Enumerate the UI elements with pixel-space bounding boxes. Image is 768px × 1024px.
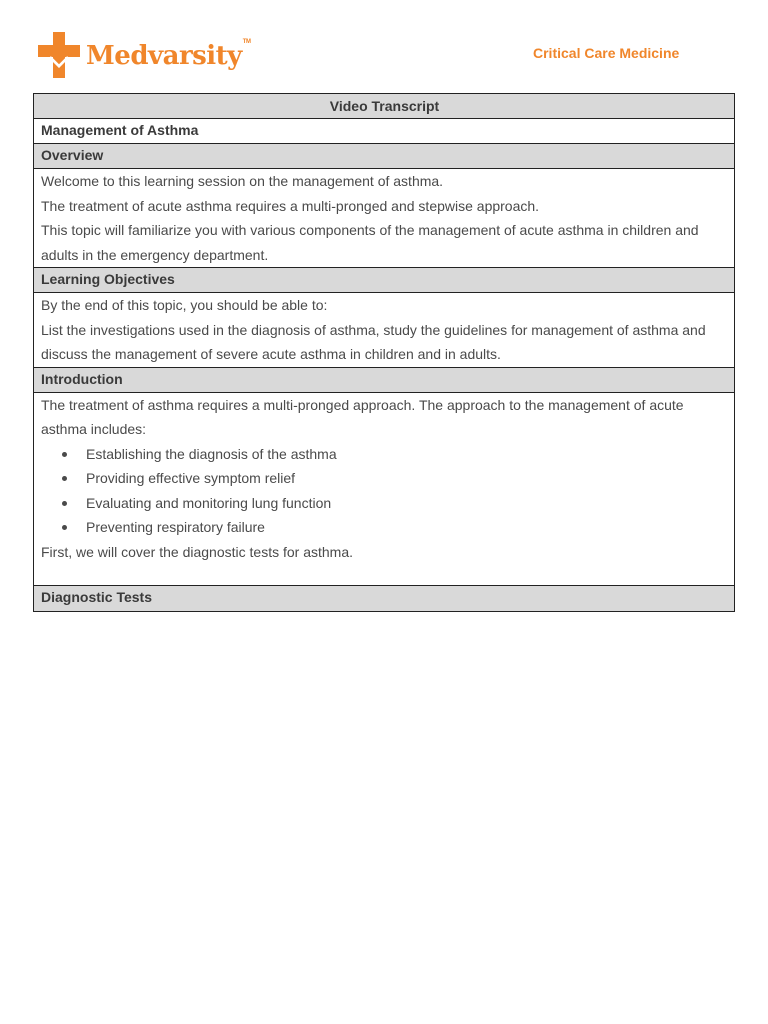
bullet-icon	[62, 525, 67, 530]
paragraph: List the investigations used in the diagnosis of asthma, study the guidelines for management of asthma and discuss the management of severe acute asthma in children and in adults.	[41, 321, 706, 362]
table-title: Video Transcript	[34, 94, 734, 119]
list-item: Providing effective symptom relief	[62, 466, 728, 491]
overview-body	[34, 169, 734, 268]
blank-line	[41, 564, 728, 585]
paragraph: The treatment of asthma requires a multi-pronged approach. The approach to the management of acute asthma includes:	[41, 396, 684, 437]
topic-title: Management of Asthma	[34, 119, 734, 144]
paragraph: Welcome to this learning session on the management of asthma.	[41, 173, 444, 189]
introduction-body	[34, 393, 734, 587]
logo-wordmark: Medvarsity™	[86, 39, 251, 71]
objectives-body	[34, 293, 734, 368]
paragraph: First, we will cover the diagnostic tests for asthma.	[41, 543, 353, 560]
section-heading-diagnostic-tests: Diagnostic Tests	[34, 586, 734, 611]
trademark-mark: TM	[242, 39, 251, 45]
list-item: Evaluating and monitoring lung function	[62, 491, 728, 516]
medical-cross-icon	[36, 30, 82, 80]
paragraph: This topic will familiarize you with various components of the management of acute asthma in children and adults in the emergency department.	[41, 222, 699, 263]
medvarsity-logo	[36, 30, 250, 80]
section-heading-objectives: Learning Objectives	[34, 268, 734, 293]
section-heading-overview: Overview	[34, 144, 734, 169]
bullet-icon	[62, 476, 67, 481]
bullet-icon	[62, 501, 67, 506]
transcript-table	[33, 93, 735, 612]
list-item: Establishing the diagnosis of the asthma	[62, 442, 728, 467]
paragraph: The treatment of acute asthma requires a multi-pronged and stepwise approach.	[41, 197, 540, 214]
course-title: Critical Care Medicine	[533, 45, 680, 61]
paragraph: By the end of this topic, you should be able to:	[41, 297, 328, 313]
list-item: Preventing respiratory failure	[62, 515, 728, 540]
bullet-icon	[62, 452, 67, 457]
bullet-list	[41, 442, 728, 540]
section-heading-introduction: Introduction	[34, 368, 734, 393]
